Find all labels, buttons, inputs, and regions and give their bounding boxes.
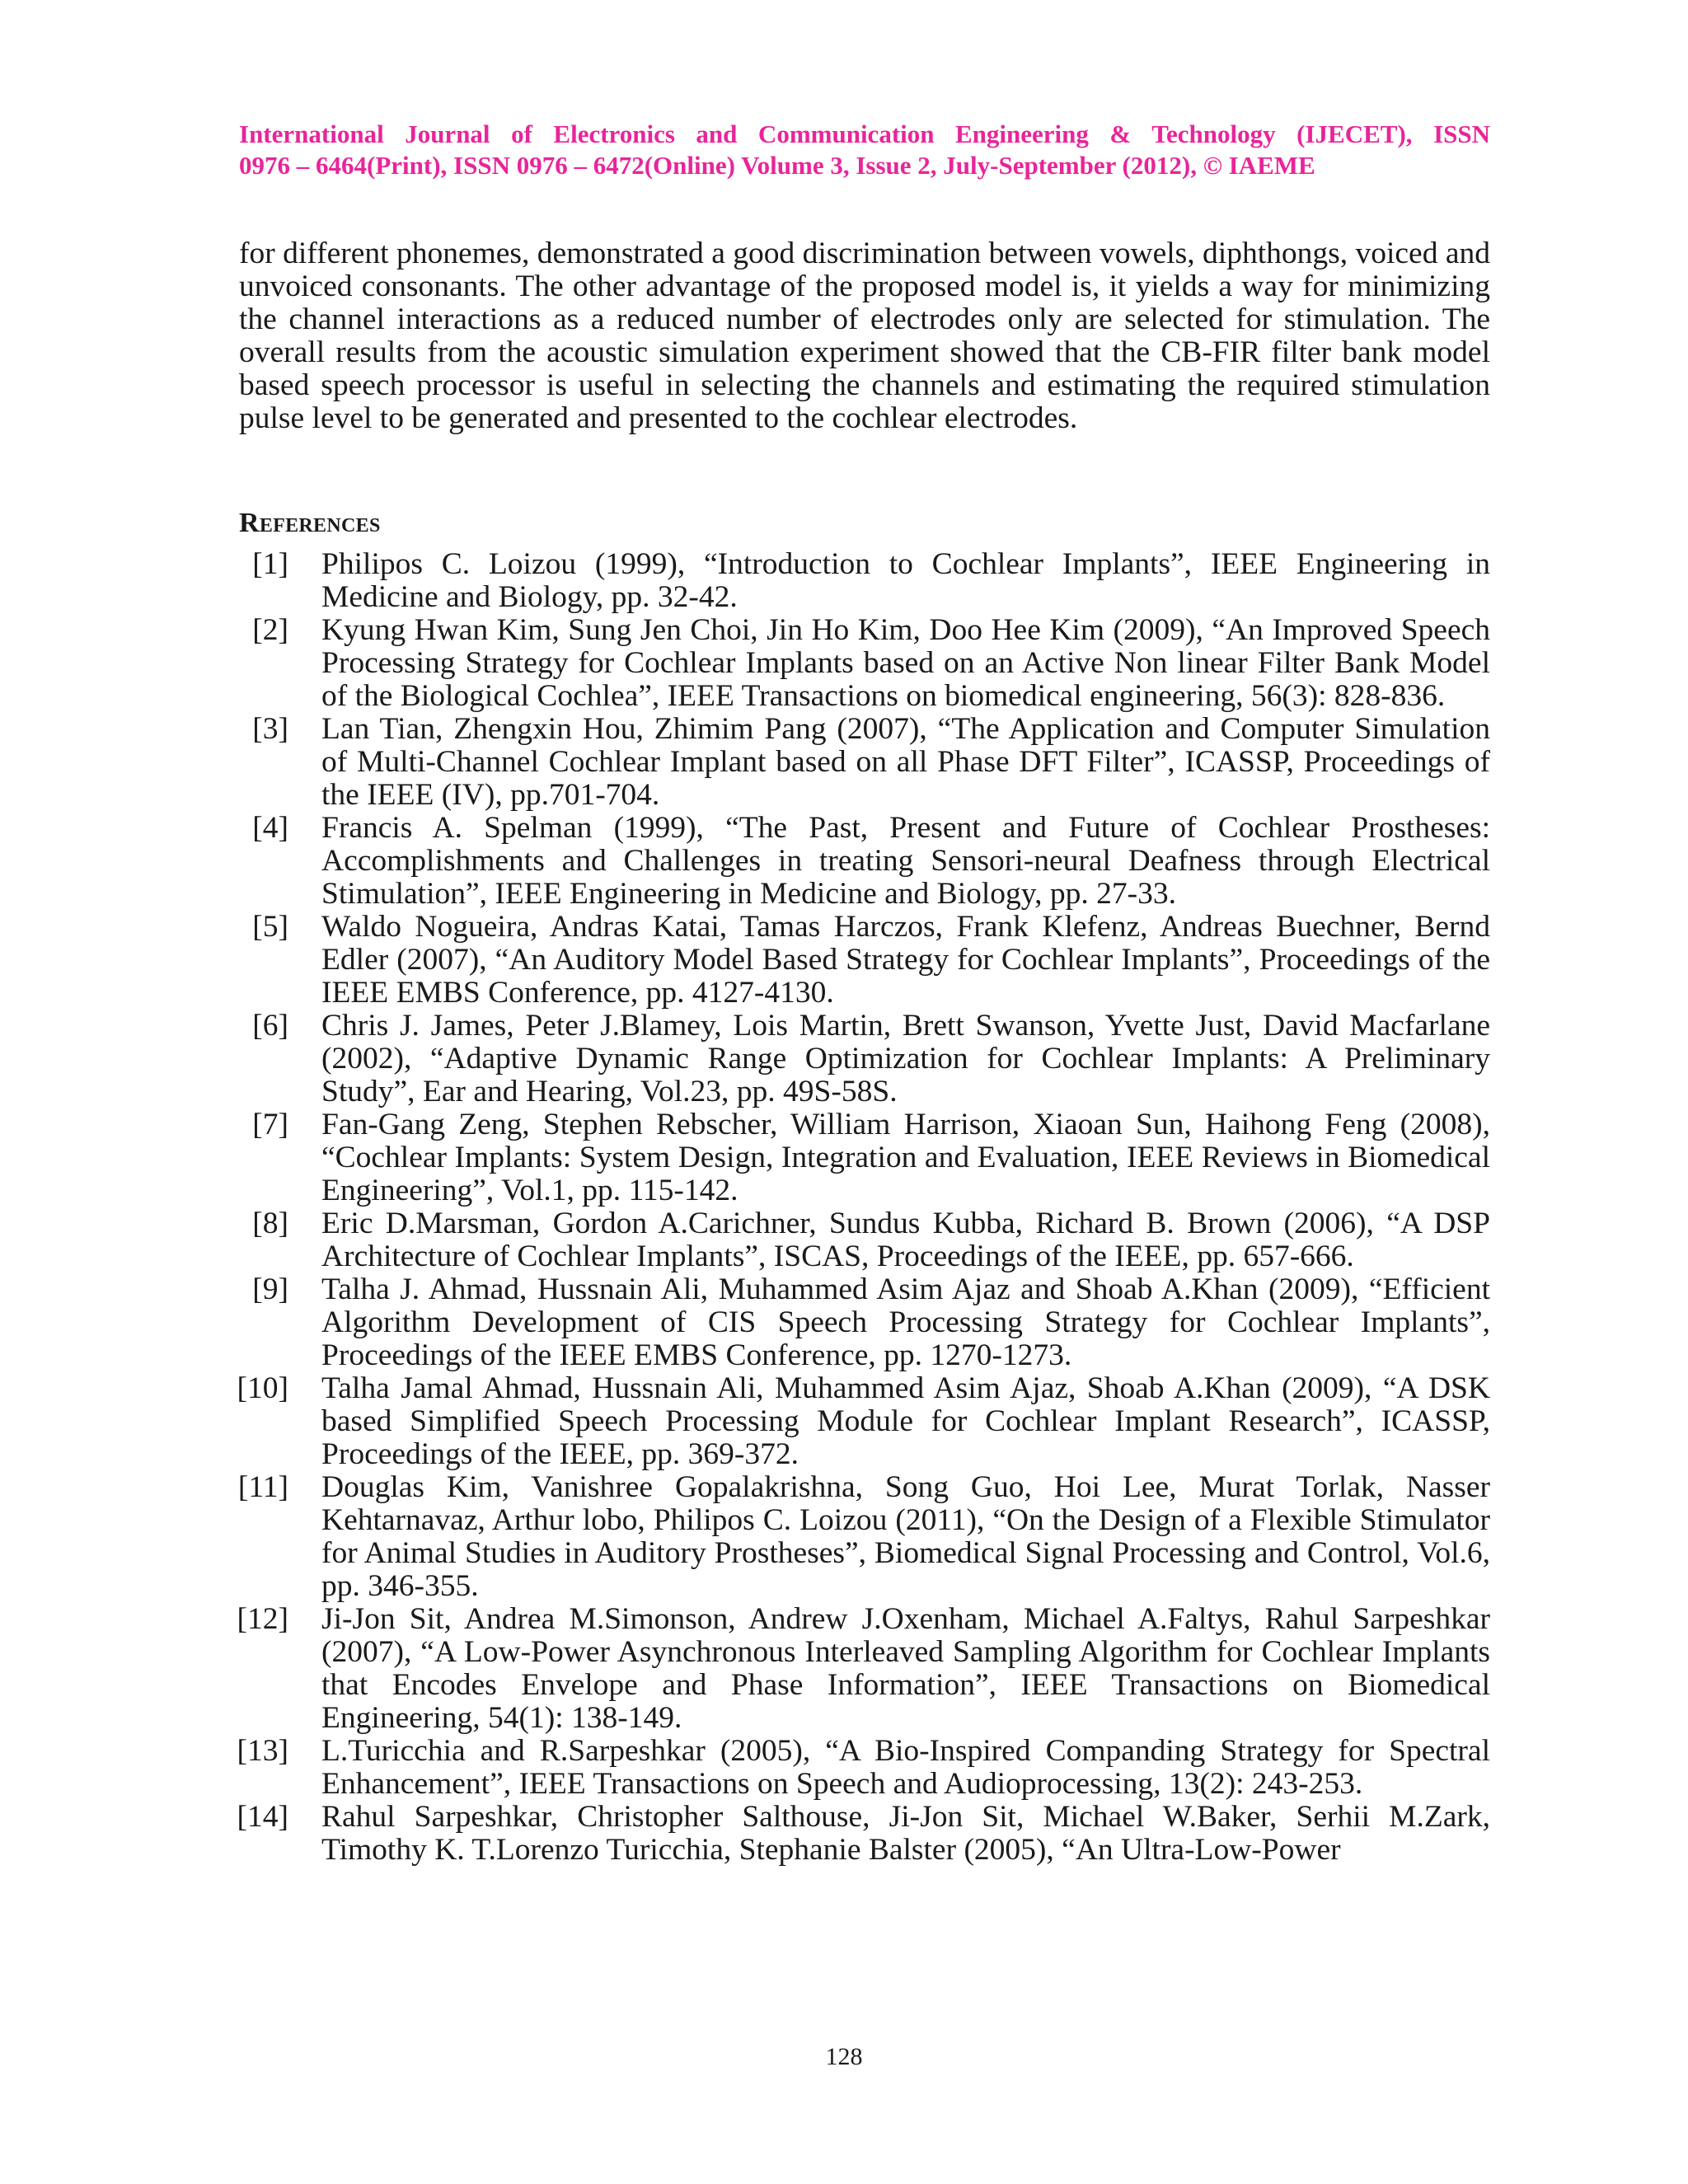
reference-number: [6]	[252, 1009, 288, 1043]
reference-number: [5]	[252, 910, 288, 944]
reference-number: [3]	[252, 712, 288, 746]
reference-number: [4]	[252, 811, 288, 845]
reference-item	[216, 614, 1490, 713]
reference-text: Ji-Jon Sit, Andrea M.Simonson, Andrew J.Oxenham, Michael A.Faltys, Rahul Sarpeshkar (2007), “A Low-Power Asynchronous Interleaved Sampling Algorithm for Cochlear Implants that Encodes Envelope and Phase Information”, IEEE Transactions on Biomedical Engineering, 54(1): 138-149.	[321, 1602, 1490, 1735]
reference-text: Chris J. James, Peter J.Blamey, Lois Martin, Brett Swanson, Yvette Just, David Macfarlane (2002), “Adaptive Dynamic Range Optimization for Cochlear Implants: A Preliminary Study”, Ear and Hearing, Vol.23, pp. 49S-58S.	[321, 1009, 1490, 1108]
references-heading: References	[239, 508, 381, 538]
reference-item	[216, 1273, 1490, 1372]
reference-text: Rahul Sarpeshkar, Christopher Salthouse, Ji-Jon Sit, Michael W.Baker, Serhii M.Zark, Timothy K. T.Lorenzo Turicchia, Stephanie Balster (2005), “An Ultra-Low-Power	[321, 1800, 1490, 1867]
reference-text: Waldo Nogueira, Andras Katai, Tamas Harczos, Frank Klefenz, Andreas Buechner, Bernd Edler (2007), “An Auditory Model Based Strategy for Cochlear Implants”, Proceedings of the IEEE EMBS Conference, pp. 4127-4130.	[321, 910, 1490, 1010]
reference-number: [7]	[252, 1108, 288, 1141]
reference-item	[216, 713, 1490, 812]
reference-number: [12]	[237, 1602, 288, 1636]
reference-text: Lan Tian, Zhengxin Hou, Zhimim Pang (2007), “The Application and Computer Simulation of Multi-Channel Cochlear Implant based on all Phase DFT Filter”, ICASSP, Proceedings of the IEEE (IV), pp.701-704.	[321, 712, 1490, 812]
reference-item	[216, 1207, 1490, 1273]
reference-text: Talha Jamal Ahmad, Hussnain Ali, Muhammed Asim Ajaz, Shoab A.Khan (2009), “A DSK based Simplified Speech Processing Module for Cochlear Implant Research”, ICASSP, Proceedings of the IEEE, pp. 369-372.	[321, 1371, 1490, 1471]
reference-item	[216, 1108, 1490, 1207]
reference-number: [9]	[252, 1272, 288, 1306]
reference-text: Philipos C. Loizou (1999), “Introduction to Cochlear Implants”, IEEE Engineering in Medicine and Biology, pp. 32-42.	[321, 547, 1490, 614]
reference-number: [13]	[237, 1734, 288, 1768]
reference-number: [14]	[237, 1800, 288, 1834]
reference-text: Francis A. Spelman (1999), “The Past, Present and Future of Cochlear Prostheses: Accomplishments and Challenges in treating Sensori-neural Deafness through Electrical Stimulation”, IEEE Engineering in Medicine and Biology, pp. 27-33.	[321, 811, 1490, 911]
reference-item	[216, 1801, 1490, 1867]
journal-header-line-2: 0976 – 6464(Print), ISSN 0976 – 6472(Online) Volume 3, Issue 2, July-September (2012), © IAEME	[239, 151, 1315, 180]
reference-item	[216, 1471, 1490, 1603]
references-list	[216, 548, 1490, 1867]
reference-text: Talha J. Ahmad, Hussnain Ali, Muhammed Asim Ajaz and Shoab A.Khan (2009), “Efficient Algorithm Development of CIS Speech Processing Strategy for Cochlear Implants”, Proceedings of the IEEE EMBS Conference, pp. 1270-1273.	[321, 1272, 1490, 1372]
reference-text: L.Turicchia and R.Sarpeshkar (2005), “A Bio-Inspired Companding Strategy for Spectral Enhancement”, IEEE Transactions on Speech and Audioprocessing, 13(2): 243-253.	[321, 1734, 1490, 1801]
reference-item	[216, 911, 1490, 1010]
reference-number: [2]	[252, 613, 288, 647]
reference-item	[216, 1735, 1490, 1801]
reference-number: [10]	[237, 1371, 288, 1405]
reference-item	[216, 1010, 1490, 1108]
reference-text: Douglas Kim, Vanishree Gopalakrishna, Song Guo, Hoi Lee, Murat Torlak, Nasser Kehtarnavaz, Arthur lobo, Philipos C. Loizou (2011), “On the Design of a Flexible Stimulator for Animal Studies in Auditory Prostheses”, Biomedical Signal Processing and Control, Vol.6, pp. 346-355.	[321, 1470, 1490, 1603]
reference-item	[216, 1603, 1490, 1735]
reference-text: Fan-Gang Zeng, Stephen Rebscher, William Harrison, Xiaoan Sun, Haihong Feng (2008), “Cochlear Implants: System Design, Integration and Evaluation, IEEE Reviews in Biomedical Engineering”, Vol.1, pp. 115-142.	[321, 1108, 1490, 1207]
body-paragraph: for different phonemes, demonstrated a good discrimination between vowels, diphthongs, voiced and unvoiced consonants. The other advantage of the proposed model is, it yields a way for minimizing the channel interactions as a reduced number of electrodes only are selected for stimulation. The overall results from the acoustic simulation experiment showed that the CB-FIR filter bank model based speech processor is useful in selecting the channels and estimating the required stimulation pulse level to be generated and presented to the cochlear electrodes.	[239, 237, 1490, 435]
reference-text: Kyung Hwan Kim, Sung Jen Choi, Jin Ho Kim, Doo Hee Kim (2009), “An Improved Speech Processing Strategy for Cochlear Implants based on an Active Non linear Filter Bank Model of the Biological Cochlea”, IEEE Transactions on biomedical engineering, 56(3): 828-836.	[321, 613, 1490, 713]
journal-header-line-1: International Journal of Electronics and Communication Engineering & Technology (IJECET), ISSN	[239, 120, 1490, 148]
reference-number: [8]	[252, 1207, 288, 1240]
reference-number: [1]	[252, 547, 288, 581]
reference-item	[216, 812, 1490, 911]
reference-number: [11]	[237, 1470, 288, 1504]
journal-header	[239, 119, 1490, 181]
page-number: 128	[825, 2043, 863, 2070]
reference-item	[216, 1372, 1490, 1471]
reference-text: Eric D.Marsman, Gordon A.Carichner, Sundus Kubba, Richard B. Brown (2006), “A DSP Architecture of Cochlear Implants”, ISCAS, Proceedings of the IEEE, pp. 657-666.	[321, 1207, 1490, 1273]
reference-item	[216, 548, 1490, 614]
